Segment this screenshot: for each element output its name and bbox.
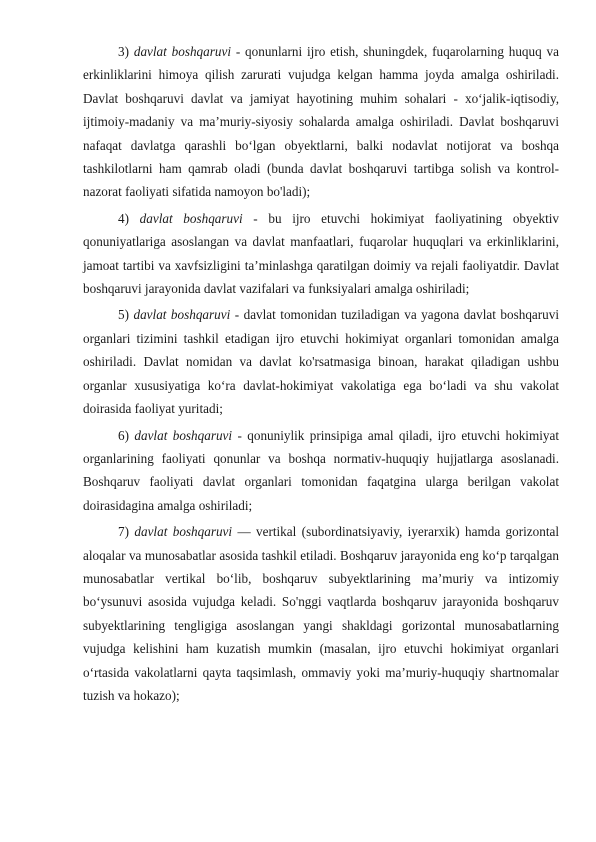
paragraph-text: - bu ijro etuvchi hokimiyat faoliyatining obyektiv qonuniyatlariga asoslangan va davlat manfaatlari, fuqarolar huquqlari va erkinliklarini, jamoat tartibi va xavfsizligini ta’minlashga qaratilgan doimiy va rejali faoliyatdir. Davlat boshqaruvi jarayonida davlat vazifalari va funksiyalari amalga oshiriladi; (83, 210, 559, 297)
paragraph-number: 5) (118, 307, 129, 323)
paragraph-number: 3) (118, 44, 129, 59)
paragraph-number: 4) (118, 210, 129, 226)
paragraph-number: 7) (118, 524, 129, 540)
paragraph-term: davlat boshqaruvi (133, 307, 231, 323)
paragraph-4 (83, 207, 559, 301)
paragraph-6 (83, 424, 559, 518)
paragraph-text: - qonuniylik prinsipiga amal qiladi, ijro etuvchi hokimiyat organlarining faoliyati qonunlar va boshqa normativ-huquqiy hujjatlarga asoslanadi. Boshqaruv faoliyati davlat organlari tomonidan faqatgina ularga berilgan vakolat doirasidagina amalga oshiriladi; (83, 427, 560, 513)
paragraph-7 (83, 520, 559, 707)
paragraph-number: 6) (118, 427, 129, 443)
paragraph-text: - qonunlarni ijro etish, shuningdek, fuqarolarning huquq va erkinliklarini himoya qilish zarurati vujudga kelgan hamma joyda amalga oshiriladi. Davlat boshqaruvi davlat va jamiyat hayotining muhim sohalari - xo‘jalik-iqtisodiy, ijtimoiy-madaniy va ma’muriy-siyosiy sohalarda amalga oshiriladi. Davlat boshqaruvi nafaqat davlatga qarashli bo‘lgan obyektlarni, balki nodavlat notijorat va boshqa tashkilotlarni ham qamrab oladi (bunda davlat boshqaruvi tartibga solish va kontrol-nazorat faoliyati sifatida namoyon bo'ladi); (83, 44, 559, 200)
document-page (83, 40, 559, 710)
paragraph-term: davlat boshqaruvi (134, 524, 233, 540)
paragraph-term: davlat boshqaruvi (133, 44, 231, 59)
paragraph-text: - davlat tomonidan tuziladigan va yagona davlat boshqaruvi organlari tizimini tashkil etadigan ijro etuvchi hokimiyat organlari tomonidan amalga oshiriladi. Davlat nomidan va davlat ko'rsatmasiga binoan, harakat qiladigan ushbu organlar xususiyatiga ko‘ra davlat-hokimiyat vakolatiga ega bo‘ladi va shu vakolat doirasida faoliyat yuritadi; (83, 307, 560, 417)
paragraph-text: — vertikal (subordinatsiyaviy, iyerarxik) hamda gorizontal aloqalar va munosabatlar asosida tashkil etiladi. Boshqaruv jarayonida eng ko‘p tarqalgan munosabatlar vertikal bo‘lib, boshqaruv subyektlarining ma’muriy va intizomiy bo‘ysunuvi asosida vujudga keladi. So'nggi vaqtlarda boshqaruv jarayonida boshqaruv subyektlarining tengligiga asoslangan yangi shakldagi gorizontal munosabatlarning vujudga kelishini ham kuzatish mumkin (masalan, ijro etuvchi hokimiyat organlari o‘rtasida vakolatlarni qayta taqsimlash, ommaviy yoki ma’muriy-huquqiy shartnomalar tuzish va hokazo); (83, 524, 560, 703)
paragraph-5 (83, 303, 559, 420)
paragraph-3 (83, 40, 559, 204)
paragraph-term: davlat boshqaruvi (139, 210, 243, 226)
paragraph-term: davlat boshqaruvi (134, 427, 233, 443)
